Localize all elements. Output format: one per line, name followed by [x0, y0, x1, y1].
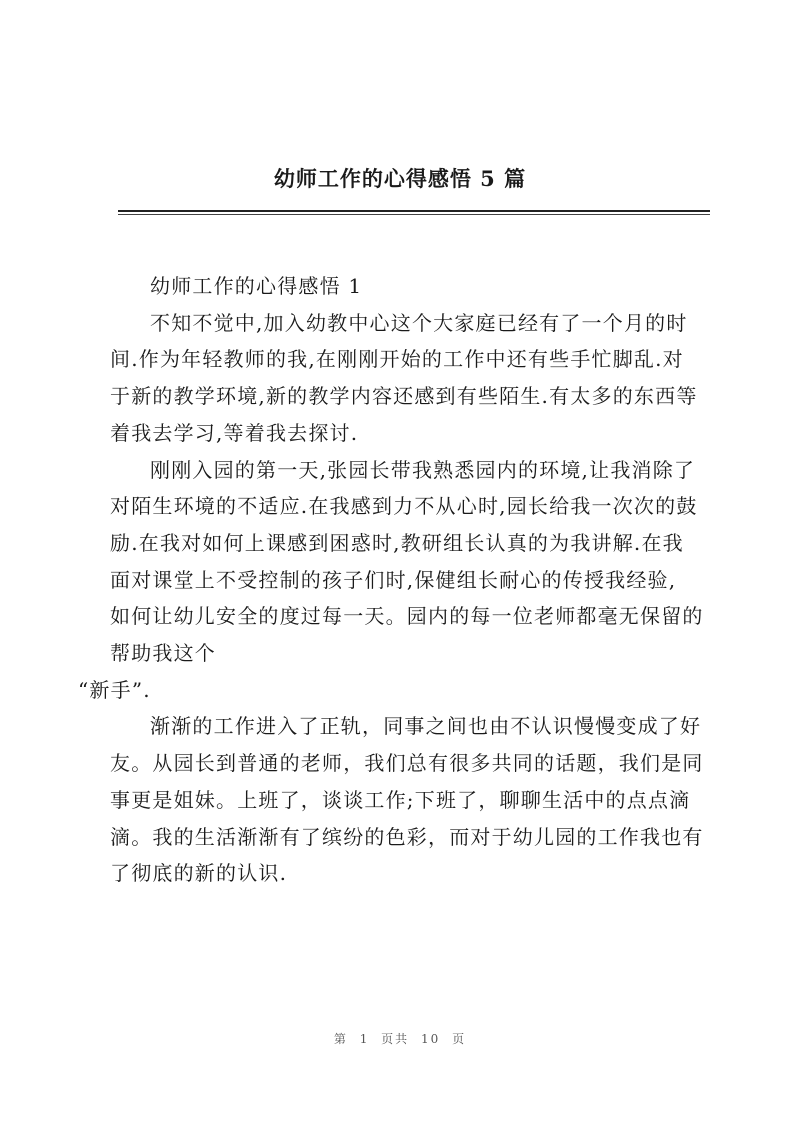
footer-total-pages: 10 [421, 1032, 441, 1046]
paragraph-line: 不知不觉中,加入幼教中心这个大家庭已经有了一个月的时 [150, 310, 688, 335]
title-divider-thin [118, 214, 710, 215]
paragraph-line: 于新的教学环境,新的教学内容还感到有些陌生.有太多的东西等 [110, 384, 698, 409]
document-title: 幼师工作的心得感悟 5 篇 [273, 166, 527, 191]
paragraph-line: 对陌生环境的不适应.在我感到力不从心时,园长给我一次次的鼓 [110, 494, 698, 519]
paragraph-line: 面对课堂上不受控制的孩子们时,保健组长耐心的传授我经验, [110, 567, 677, 592]
paragraph-line: 励.在我对如何上课感到困惑时,教研组长认真的为我讲解.在我 [110, 530, 684, 555]
section-heading: 幼师工作的心得感悟 1 [150, 274, 363, 298]
paragraph-line: 如何让幼儿安全的度过每一天。园内的每一位老师都毫无保留的 [110, 604, 704, 629]
paragraph-line: 渐渐的工作进入了正轨，同事之间也由不认识慢慢变成了好 [150, 714, 702, 739]
paragraph-line: 滴。我的生活渐渐有了缤纷的色彩，而对于幼儿园的工作我也有 [110, 824, 704, 849]
paragraph-line: 友。从园长到普通的老师，我们总有很多共同的话题，我们是同 [110, 751, 704, 776]
paragraph-line: 帮助我这个 [110, 641, 216, 666]
paragraph-line: 着我去学习,等着我去探讨. [110, 420, 359, 445]
paragraph-line: 事更是姐妹。上班了，谈谈工作;下班了，聊聊生活中的点点滴 [110, 787, 691, 812]
title-divider [118, 210, 710, 212]
paragraph-2 [78, 452, 712, 709]
paragraph-3 [110, 708, 712, 892]
paragraph-line: “新手”. [78, 677, 151, 702]
footer-suffix: 页 [452, 1032, 467, 1046]
paragraph-line: 间.作为年轻教师的我,在刚刚开始的工作中还有些手忙脚乱.对 [110, 347, 684, 372]
document-body [78, 268, 712, 892]
page-footer [0, 1030, 800, 1047]
paragraph-line: 刚刚入园的第一天,张园长带我熟悉园内的环境,让我消除了 [150, 457, 696, 482]
footer-middle: 页共 [381, 1032, 410, 1046]
paragraph-line: 了彻底的新的认识. [110, 861, 288, 886]
footer-prefix: 第 [333, 1032, 348, 1046]
paragraph-1 [110, 305, 712, 452]
footer-current-page: 1 [359, 1032, 370, 1046]
